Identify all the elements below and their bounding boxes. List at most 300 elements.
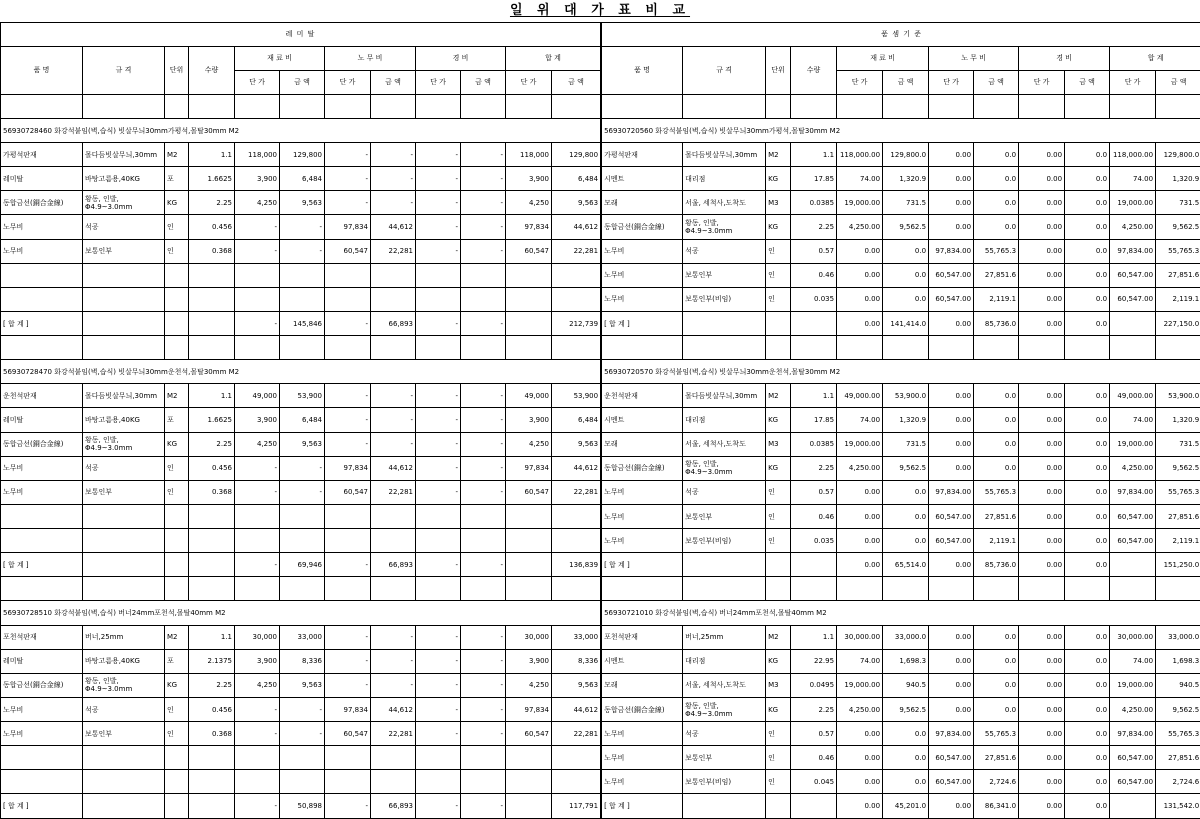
sum-amount: 44,612 xyxy=(552,456,601,480)
item-spec: 석공 xyxy=(683,480,766,504)
total-row xyxy=(602,311,1200,335)
section-title-row xyxy=(602,360,1200,384)
item-spec: 보통인부 xyxy=(683,746,766,770)
mat-amount: 129,800 xyxy=(280,143,325,167)
section-title-row xyxy=(602,601,1200,625)
mat-amount: 53,900.0 xyxy=(883,384,929,408)
item-row xyxy=(1,722,601,746)
item-name xyxy=(1,577,83,601)
mat-amount xyxy=(280,770,325,794)
column-header-row xyxy=(1,46,601,70)
item-name: 포천석판재 xyxy=(1,625,83,649)
lab-amount: - xyxy=(371,143,416,167)
item-row xyxy=(602,722,1200,746)
lab-price: 0.00 xyxy=(929,649,974,673)
item-name: 노무비 xyxy=(1,697,83,721)
sum-price: 60,547.00 xyxy=(1110,529,1156,553)
sum-price: 97,834.00 xyxy=(1110,239,1156,263)
header-lab: 노 무 비 xyxy=(929,46,1019,70)
item-name: 노무비 xyxy=(602,722,683,746)
total-row xyxy=(1,794,601,819)
header-amount: 금 액 xyxy=(1065,70,1110,94)
lab-price: 0.00 xyxy=(929,794,974,819)
sum-amount xyxy=(552,287,601,311)
item-qty xyxy=(189,553,235,577)
lab-amount: 55,765.3 xyxy=(974,722,1019,746)
item-name xyxy=(1,287,83,311)
lab-amount: 0.0 xyxy=(974,697,1019,721)
mat-amount: 33,000.0 xyxy=(883,625,929,649)
exp-amount: 0.0 xyxy=(1065,456,1110,480)
lab-price: 60,547 xyxy=(325,480,371,504)
lab-price xyxy=(929,577,974,601)
sum-amount: 1,320.9 xyxy=(1156,167,1200,191)
item-qty: 0.0385 xyxy=(791,432,837,456)
mat-amount: - xyxy=(280,215,325,239)
lab-amount: 0.0 xyxy=(974,167,1019,191)
header-exp: 경 비 xyxy=(416,46,506,70)
exp-amount: 0.0 xyxy=(1065,770,1110,794)
mat-price xyxy=(235,336,280,360)
item-spec: 대리점 xyxy=(683,167,766,191)
item-unit xyxy=(165,336,189,360)
exp-price: 0.00 xyxy=(1019,794,1065,819)
item-spec: 보통인부(비임) xyxy=(683,770,766,794)
exp-price xyxy=(416,287,461,311)
lab-amount: 44,612 xyxy=(371,215,416,239)
lab-amount: 0.0 xyxy=(974,432,1019,456)
item-spec xyxy=(83,504,165,528)
section-title-row xyxy=(1,118,601,142)
exp-price: 0.00 xyxy=(1019,770,1065,794)
lab-price: 60,547.00 xyxy=(929,770,974,794)
empty-cell xyxy=(1019,94,1065,118)
exp-price: 0.00 xyxy=(1019,287,1065,311)
empty-cell xyxy=(325,94,371,118)
item-name: 레미탈 xyxy=(1,408,83,432)
mat-amount: 9,563 xyxy=(280,673,325,697)
item-qty: 0.46 xyxy=(791,746,837,770)
mat-amount: 9,562.5 xyxy=(883,456,929,480)
item-spec xyxy=(83,287,165,311)
mat-amount: - xyxy=(280,239,325,263)
sum-price: 60,547 xyxy=(506,480,552,504)
lab-amount xyxy=(371,504,416,528)
item-unit: 포 xyxy=(165,167,189,191)
right-table-standard xyxy=(601,22,1200,819)
page-title: 일 위 대 가 표 비 교 xyxy=(509,3,691,18)
exp-price: - xyxy=(416,311,461,335)
item-unit: 인 xyxy=(766,504,791,528)
item-row xyxy=(602,529,1200,553)
mat-amount xyxy=(280,263,325,287)
lab-price: 0.00 xyxy=(929,625,974,649)
empty-cell xyxy=(766,94,791,118)
mat-amount: - xyxy=(280,697,325,721)
sum-price: 49,000.00 xyxy=(1110,384,1156,408)
mat-amount: 1,320.9 xyxy=(883,167,929,191)
mat-price: 74.00 xyxy=(837,167,883,191)
exp-price: - xyxy=(416,697,461,721)
header-spec: 규 격 xyxy=(683,46,766,94)
lab-price: - xyxy=(325,167,371,191)
item-spec: 황동, 인발, Φ4.9~3.0mm xyxy=(683,456,766,480)
header-amount: 금 액 xyxy=(974,70,1019,94)
item-unit: 인 xyxy=(165,215,189,239)
item-name: [ 합 계 ] xyxy=(1,794,83,819)
item-row xyxy=(1,697,601,721)
header-name: 품 명 xyxy=(1,46,83,94)
total-row xyxy=(1,553,601,577)
item-qty: 0.57 xyxy=(791,239,837,263)
mat-amount: 9,563 xyxy=(280,432,325,456)
lab-price: - xyxy=(325,143,371,167)
header-unit: 단위 xyxy=(766,46,791,94)
mat-amount: 141,414.0 xyxy=(883,311,929,335)
exp-amount: - xyxy=(461,167,506,191)
item-name: 가평석판재 xyxy=(602,143,683,167)
item-name xyxy=(1,529,83,553)
lab-amount: 0.0 xyxy=(974,456,1019,480)
exp-amount: - xyxy=(461,143,506,167)
header-price: 단 가 xyxy=(1019,70,1065,94)
mat-price: 3,900 xyxy=(235,167,280,191)
lab-price xyxy=(325,529,371,553)
item-unit: KG xyxy=(766,649,791,673)
exp-amount: - xyxy=(461,480,506,504)
exp-price: - xyxy=(416,553,461,577)
header-lab: 노 무 비 xyxy=(325,46,416,70)
mat-price: - xyxy=(235,553,280,577)
sum-amount: 9,563 xyxy=(552,673,601,697)
sum-amount: 9,562.5 xyxy=(1156,697,1200,721)
item-spec xyxy=(83,770,165,794)
exp-amount: 0.0 xyxy=(1065,722,1110,746)
lab-price: 0.00 xyxy=(929,697,974,721)
sum-amount: 2,119.1 xyxy=(1156,529,1200,553)
item-name xyxy=(1,263,83,287)
item-spec: 바탕고름용,40KG xyxy=(83,408,165,432)
lab-price: 0.00 xyxy=(929,456,974,480)
lab-amount: 86,341.0 xyxy=(974,794,1019,819)
exp-price: - xyxy=(416,143,461,167)
mat-price xyxy=(837,577,883,601)
lab-amount: 27,851.6 xyxy=(974,746,1019,770)
mat-amount: 0.0 xyxy=(883,287,929,311)
mat-price: 4,250.00 xyxy=(837,456,883,480)
section-title: 56930728510 화강석붙임(벽,습식) 버너24mm포천석,몰탈40mm M2 xyxy=(1,601,601,625)
lab-amount xyxy=(974,577,1019,601)
lab-amount: 0.0 xyxy=(974,384,1019,408)
item-spec: 황동, 인발, Φ4.9~3.0mm xyxy=(683,697,766,721)
item-qty: 1.1 xyxy=(791,625,837,649)
item-name: 노무비 xyxy=(1,722,83,746)
item-spec: 서울, 세척사,도착도 xyxy=(683,673,766,697)
item-name: [ 합 계 ] xyxy=(602,553,683,577)
total-row xyxy=(1,311,601,335)
item-qty: 2.25 xyxy=(791,456,837,480)
item-name: 모래 xyxy=(602,432,683,456)
item-name: 노무비 xyxy=(602,770,683,794)
exp-price xyxy=(1019,577,1065,601)
sum-amount: 6,484 xyxy=(552,167,601,191)
sum-price: 97,834 xyxy=(506,215,552,239)
mat-price: 0.00 xyxy=(837,529,883,553)
empty-cell xyxy=(1156,94,1200,118)
lab-price: 0.00 xyxy=(929,432,974,456)
item-spec: 황동, 인발, Φ4.9~3.0mm xyxy=(683,215,766,239)
sum-amount: 53,900.0 xyxy=(1156,384,1200,408)
lab-amount: - xyxy=(371,625,416,649)
item-name: 시멘트 xyxy=(602,408,683,432)
sum-price: 4,250.00 xyxy=(1110,456,1156,480)
item-spec: 보통인부 xyxy=(83,239,165,263)
header-spec: 규 격 xyxy=(83,46,165,94)
empty-cell xyxy=(235,94,280,118)
exp-amount: 0.0 xyxy=(1065,697,1110,721)
item-spec: 버너,25mm xyxy=(83,625,165,649)
mat-amount: 33,000 xyxy=(280,625,325,649)
item-name: 동합금선(銅合金線) xyxy=(1,673,83,697)
section-title: 56930728460 화강석붙임(벽,습식) 빗살무늬30mm가평석,몰탈30mm M2 xyxy=(1,118,601,142)
mat-amount: 1,320.9 xyxy=(883,408,929,432)
item-row xyxy=(602,625,1200,649)
item-qty: 0.368 xyxy=(189,722,235,746)
item-qty: 0.46 xyxy=(791,263,837,287)
exp-amount: 0.0 xyxy=(1065,794,1110,819)
sum-price: 97,834 xyxy=(506,697,552,721)
exp-price: - xyxy=(416,794,461,819)
item-qty: 2.25 xyxy=(189,432,235,456)
item-unit: 포 xyxy=(165,408,189,432)
item-unit: 인 xyxy=(766,239,791,263)
item-row xyxy=(1,625,601,649)
group-header-row xyxy=(1,23,601,47)
sum-price: 30,000 xyxy=(506,625,552,649)
mat-price: 19,000.00 xyxy=(837,191,883,215)
mat-price: 30,000 xyxy=(235,625,280,649)
lab-amount: 85,736.0 xyxy=(974,553,1019,577)
item-qty: 0.456 xyxy=(189,215,235,239)
exp-price: - xyxy=(416,722,461,746)
sum-price: 60,547.00 xyxy=(1110,770,1156,794)
item-name: 노무비 xyxy=(1,456,83,480)
exp-amount: - xyxy=(461,384,506,408)
section-title: 56930721010 화강석붙임(벽,습식) 버너24mm포천석,몰탈40mm M2 xyxy=(602,601,1200,625)
item-unit xyxy=(165,504,189,528)
exp-amount: 0.0 xyxy=(1065,553,1110,577)
mat-price: 19,000.00 xyxy=(837,432,883,456)
exp-price: 0.00 xyxy=(1019,167,1065,191)
item-qty: 2.25 xyxy=(791,697,837,721)
header-qty: 수량 xyxy=(189,46,235,94)
header-name: 품 명 xyxy=(602,46,683,94)
sum-amount: 1,698.3 xyxy=(1156,649,1200,673)
item-spec: 대리점 xyxy=(683,649,766,673)
mat-amount xyxy=(280,577,325,601)
exp-price: - xyxy=(416,649,461,673)
mat-amount xyxy=(280,746,325,770)
lab-amount: 0.0 xyxy=(974,673,1019,697)
sum-price xyxy=(506,336,552,360)
exp-amount: - xyxy=(461,673,506,697)
mat-price: 4,250 xyxy=(235,673,280,697)
exp-price: 0.00 xyxy=(1019,191,1065,215)
item-unit: M2 xyxy=(766,143,791,167)
empty-cell xyxy=(83,94,165,118)
item-name xyxy=(602,336,683,360)
sum-amount: 131,542.0 xyxy=(1156,794,1200,819)
lab-price xyxy=(929,336,974,360)
item-qty: 1.1 xyxy=(791,143,837,167)
lab-price: 60,547 xyxy=(325,722,371,746)
lab-price: 97,834.00 xyxy=(929,722,974,746)
lab-amount xyxy=(371,529,416,553)
item-qty: 0.456 xyxy=(189,697,235,721)
sum-amount: 6,484 xyxy=(552,408,601,432)
lab-amount: 66,893 xyxy=(371,311,416,335)
mat-amount: 9,562.5 xyxy=(883,697,929,721)
item-row xyxy=(1,746,601,770)
mat-price: - xyxy=(235,239,280,263)
mat-amount: 0.0 xyxy=(883,480,929,504)
item-row xyxy=(602,432,1200,456)
item-name: 노무비 xyxy=(602,504,683,528)
sum-price: 3,900 xyxy=(506,167,552,191)
sum-price: 97,834.00 xyxy=(1110,480,1156,504)
lab-price: - xyxy=(325,553,371,577)
sum-amount: 212,739 xyxy=(552,311,601,335)
mat-amount: 6,484 xyxy=(280,408,325,432)
sum-price xyxy=(506,794,552,819)
empty-cell xyxy=(1065,94,1110,118)
mat-price: 0.00 xyxy=(837,311,883,335)
mat-price xyxy=(235,770,280,794)
item-spec xyxy=(83,529,165,553)
mat-price: - xyxy=(235,456,280,480)
item-qty: 1.1 xyxy=(189,384,235,408)
lab-amount: 27,851.6 xyxy=(974,263,1019,287)
sum-price: 60,547 xyxy=(506,722,552,746)
exp-amount: 0.0 xyxy=(1065,384,1110,408)
exp-price xyxy=(416,746,461,770)
item-row xyxy=(602,577,1200,601)
lab-amount: 66,893 xyxy=(371,794,416,819)
sum-amount: 9,562.5 xyxy=(1156,215,1200,239)
header-amount: 금 액 xyxy=(461,70,506,94)
lab-price xyxy=(325,746,371,770)
lab-amount: 44,612 xyxy=(371,456,416,480)
item-unit xyxy=(165,553,189,577)
sum-amount xyxy=(552,263,601,287)
item-row xyxy=(602,143,1200,167)
sum-price xyxy=(506,529,552,553)
sum-amount: 27,851.6 xyxy=(1156,263,1200,287)
sum-amount: 55,765.3 xyxy=(1156,480,1200,504)
sum-price: 60,547.00 xyxy=(1110,504,1156,528)
item-name: 모래 xyxy=(602,673,683,697)
item-unit: M2 xyxy=(766,384,791,408)
mat-amount: 9,563 xyxy=(280,191,325,215)
lab-amount xyxy=(974,336,1019,360)
mat-amount: 940.5 xyxy=(883,673,929,697)
item-row xyxy=(602,770,1200,794)
item-spec: 보통인부 xyxy=(683,504,766,528)
item-qty: 1.1 xyxy=(189,625,235,649)
sum-price: 74.00 xyxy=(1110,649,1156,673)
item-spec: 보통인부(비임) xyxy=(683,287,766,311)
sum-price: 74.00 xyxy=(1110,408,1156,432)
exp-amount xyxy=(461,287,506,311)
exp-amount: 0.0 xyxy=(1065,746,1110,770)
item-row xyxy=(602,263,1200,287)
sum-amount: 9,563 xyxy=(552,432,601,456)
sum-price: 4,250 xyxy=(506,673,552,697)
lab-amount: 55,765.3 xyxy=(974,239,1019,263)
exp-price: 0.00 xyxy=(1019,504,1065,528)
item-row xyxy=(1,456,601,480)
sum-price: 4,250 xyxy=(506,191,552,215)
item-unit xyxy=(165,577,189,601)
lab-price xyxy=(325,287,371,311)
sum-amount: 44,612 xyxy=(552,697,601,721)
exp-amount: 0.0 xyxy=(1065,625,1110,649)
item-row xyxy=(602,746,1200,770)
left-table-remital xyxy=(0,22,601,819)
lab-amount: 0.0 xyxy=(974,408,1019,432)
exp-amount xyxy=(1065,336,1110,360)
item-name: [ 합 계 ] xyxy=(602,794,683,819)
section-title: 56930728470 화강석붙임(벽,습식) 빗살무늬30mm운천석,몰탈30mm M2 xyxy=(1,360,601,384)
sum-price: 118,000.00 xyxy=(1110,143,1156,167)
item-name: 노무비 xyxy=(1,239,83,263)
mat-amount: 0.0 xyxy=(883,746,929,770)
exp-price: 0.00 xyxy=(1019,143,1065,167)
sum-amount: 8,336 xyxy=(552,649,601,673)
exp-amount: - xyxy=(461,697,506,721)
mat-price: 0.00 xyxy=(837,287,883,311)
lab-price: - xyxy=(325,625,371,649)
item-qty xyxy=(189,263,235,287)
item-qty xyxy=(791,553,837,577)
exp-price: - xyxy=(416,239,461,263)
item-qty xyxy=(791,794,837,819)
exp-price: - xyxy=(416,456,461,480)
sum-price: 60,547.00 xyxy=(1110,263,1156,287)
item-qty xyxy=(189,336,235,360)
sum-amount xyxy=(552,336,601,360)
mat-price xyxy=(235,529,280,553)
exp-amount: 0.0 xyxy=(1065,408,1110,432)
item-name: 노무비 xyxy=(602,480,683,504)
exp-price xyxy=(416,263,461,287)
item-spec: 몰다듬빗살무늬,30mm xyxy=(83,384,165,408)
item-unit: M2 xyxy=(165,625,189,649)
header-amount: 금 액 xyxy=(371,70,416,94)
item-spec xyxy=(83,553,165,577)
mat-amount: 1,698.3 xyxy=(883,649,929,673)
sum-amount xyxy=(1156,577,1200,601)
lab-amount: - xyxy=(371,649,416,673)
lab-price: 97,834.00 xyxy=(929,239,974,263)
lab-price: 97,834 xyxy=(325,456,371,480)
item-row xyxy=(602,408,1200,432)
item-qty xyxy=(791,577,837,601)
exp-price xyxy=(416,529,461,553)
exp-price: 0.00 xyxy=(1019,432,1065,456)
sum-amount: 27,851.6 xyxy=(1156,746,1200,770)
lab-price: 0.00 xyxy=(929,143,974,167)
